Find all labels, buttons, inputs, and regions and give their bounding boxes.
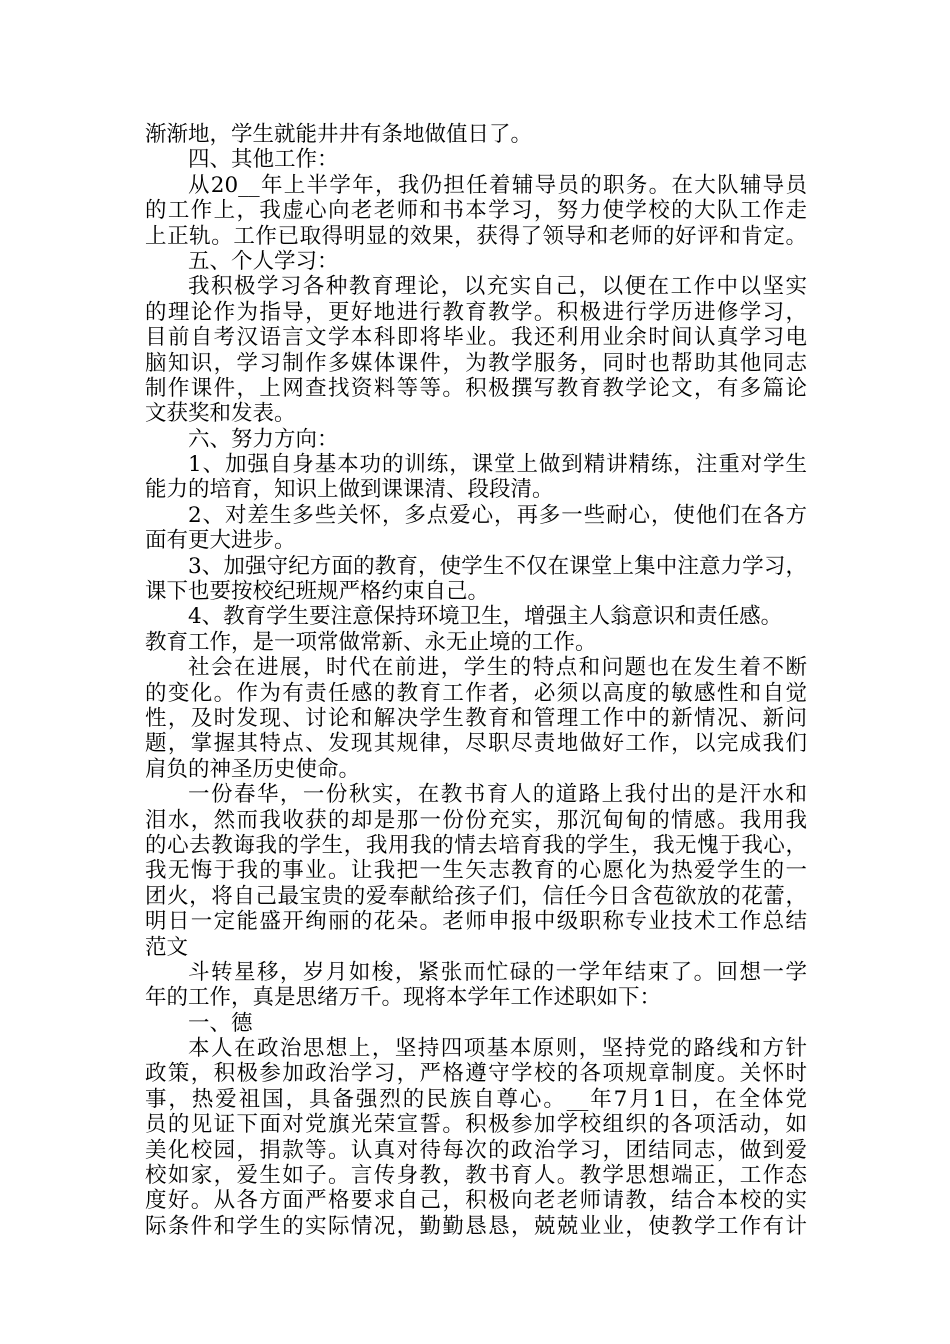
text-line: 年的工作，真是思绪万千。现将本学年工作述职如下： xyxy=(145,985,662,1011)
text-line: 目前自考汉语言文学本科即将毕业。我还利用业余时间认真学习电 xyxy=(145,325,807,351)
text-line: 能力的培育，知识上做到课课清、段段清。 xyxy=(145,477,554,503)
text-line: 面有更大进步。 xyxy=(145,528,296,554)
text-line: 题，掌握其特点、发现其规律，尽职尽责地做好工作，以完成我们 xyxy=(145,731,807,757)
text-line: 渐渐地，学生就能井井有条地做值日了。 xyxy=(145,122,533,147)
text-line: 范文 xyxy=(145,934,189,960)
section-heading: 五、个人学习： xyxy=(188,248,339,274)
text-line: 泪水，然而我收获的却是那一份份充实，那沉甸甸的情感。我用我 xyxy=(145,807,807,833)
text-line: 政策，积极参加政治学习，严格遵守学校的各项规章制度。关怀时 xyxy=(145,1061,807,1087)
text-line: 美化校园，捐款等。认真对待每次的政治学习，团结同志，做到爱 xyxy=(145,1137,807,1163)
text-line: 制作课件，上网查找资料等等。积极撰写教育教学论文，有多篇论 xyxy=(145,375,807,401)
text-line: 性，及时发现、讨论和解决学生教育和管理工作中的新情况、新问 xyxy=(145,705,807,731)
document-body xyxy=(145,122,807,1239)
list-item: 2、对差生多些关怀，多点爱心，再多一些耐心，使他们在各方 xyxy=(188,502,807,528)
text-line: 我无悔于我的事业。让我把一生矢志教育的心愿化为热爱学生的一 xyxy=(145,858,807,884)
section-heading: 一、德 xyxy=(188,1010,253,1036)
list-item: 1、加强自身基本功的训练，课堂上做到精讲精练，注重对学生 xyxy=(188,452,807,478)
text-line: 际条件和学生的实际情况，勤勤恳恳，兢兢业业，使教学工作有计 xyxy=(145,1213,807,1239)
text-line: 从20__年上半学年，我仍担任着辅导员的职务。在大队辅导员 xyxy=(188,172,807,198)
text-line: 明日一定能盛开绚丽的花朵。老师申报中级职称专业技术工作总结 xyxy=(145,909,807,935)
text-line: 的工作上，我虚心向老老师和书本学习，努力使学校的大队工作走 xyxy=(145,198,807,224)
section-heading: 四、其他工作： xyxy=(188,147,339,173)
list-item: 4、教育学生要注意保持环境卫生，增强主人翁意识和责任感。 xyxy=(188,604,783,630)
text-line: 文获奖和发表。 xyxy=(145,401,296,427)
text-line: 员的见证下面对党旗光荣宣誓。积极参加学校组织的各项活动，如 xyxy=(145,1112,807,1138)
text-line: 事，热爱祖国，具备强烈的民族自尊心。__年7月1日，在全体党 xyxy=(145,1086,807,1112)
text-line: 我积极学习各种教育理论，以充实自己，以便在工作中以坚实 xyxy=(188,274,807,300)
text-line: 上正轨。工作已取得明显的效果，获得了领导和老师的好评和肯定。 xyxy=(145,223,807,249)
text-line: 校如家，爱生如子。言传身教，教书育人。教学思想端正，工作态 xyxy=(145,1163,807,1189)
text-line: 斗转星移，岁月如梭，紧张而忙碌的一学年结束了。回想一学 xyxy=(188,959,807,985)
text-line: 脑知识，学习制作多媒体课件，为教学服务，同时也帮助其他同志 xyxy=(145,350,807,376)
text-line: 本人在政治思想上，坚持四项基本原则，坚持党的路线和方针 xyxy=(188,1036,807,1062)
text-line: 的心去教诲我的学生，我用我的情去培育我的学生，我无愧于我心， xyxy=(145,832,807,858)
text-line: 的变化。作为有责任感的教育工作者，必须以高度的敏感性和自觉 xyxy=(145,680,807,706)
text-line: 课下也要按校纪班规严格约束自己。 xyxy=(145,579,490,605)
text-line: 社会在进展，时代在前进，学生的特点和问题也在发生着不断 xyxy=(188,655,807,681)
section-heading: 六、努力方向： xyxy=(188,426,339,452)
text-line: 肩负的神圣历史使命。 xyxy=(145,756,361,782)
text-line: 教育工作，是一项常做常新、永无止境的工作。 xyxy=(145,629,597,655)
text-line: 的理论作为指导，更好地进行教育教学。积极进行学历进修学习， xyxy=(145,299,807,325)
text-line: 团火，将自己最宝贵的爱奉献给孩子们，信任今日含苞欲放的花蕾， xyxy=(145,883,807,909)
text-line: 一份春华，一份秋实，在教书育人的道路上我付出的是汗水和 xyxy=(188,782,807,808)
list-item: 3、加强守纪方面的教育，使学生不仅在课堂上集中注意力学习， xyxy=(188,553,807,579)
text-line: 度好。从各方面严格要求自己，积极向老老师请教，结合本校的实 xyxy=(145,1188,807,1214)
